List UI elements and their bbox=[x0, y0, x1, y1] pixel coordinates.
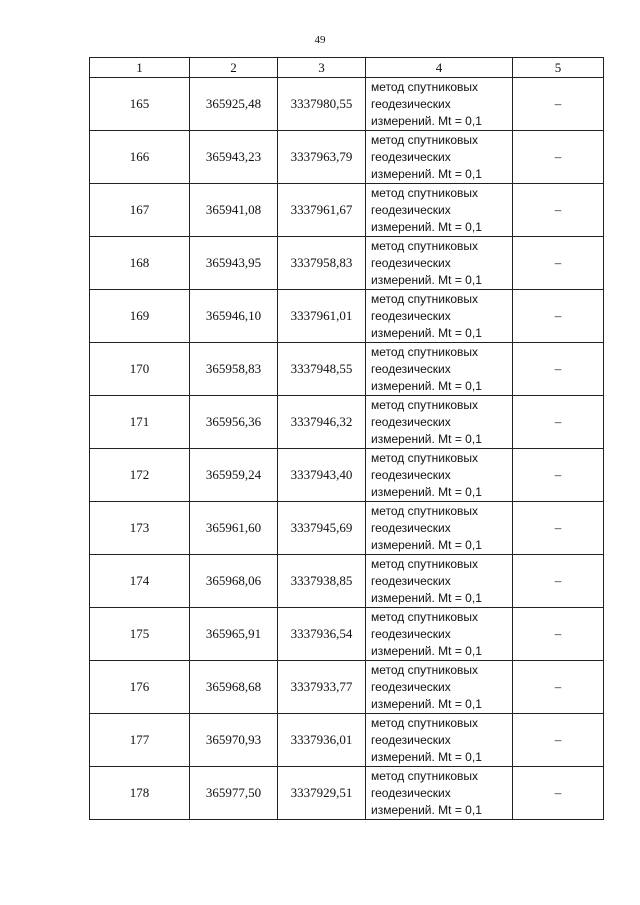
method-cell bbox=[366, 237, 513, 290]
point-number-cell: 172 bbox=[90, 449, 190, 502]
method-text-line: геодезических bbox=[371, 361, 451, 376]
table-row bbox=[90, 449, 604, 502]
method-text-line: геодезических bbox=[371, 96, 451, 111]
y-coordinate-cell: 3337980,55 bbox=[278, 78, 366, 131]
method-text-line: измерений. Mt = 0,1 bbox=[371, 325, 482, 340]
method-cell bbox=[366, 608, 513, 661]
point-number-cell: 169 bbox=[90, 290, 190, 343]
point-number-cell: 165 bbox=[90, 78, 190, 131]
method-cell bbox=[366, 502, 513, 555]
method-text-line: метод спутниковых bbox=[371, 291, 479, 306]
method-text-line: метод спутниковых bbox=[371, 662, 479, 677]
method-text-line: измерений. Mt = 0,1 bbox=[371, 272, 482, 287]
page-number: 49 bbox=[314, 34, 326, 46]
table-row bbox=[90, 237, 604, 290]
point-number-cell: 174 bbox=[90, 555, 190, 608]
table-row bbox=[90, 767, 604, 820]
table-row bbox=[90, 131, 604, 184]
point-number-cell: 166 bbox=[90, 131, 190, 184]
header-col-1: 1 bbox=[90, 58, 190, 78]
note-cell: – bbox=[513, 343, 604, 396]
y-coordinate-cell: 3337933,77 bbox=[278, 661, 366, 714]
method-text-line: геодезических bbox=[371, 308, 451, 323]
header-col-4: 4 bbox=[366, 58, 513, 78]
x-coordinate-cell: 365959,24 bbox=[190, 449, 278, 502]
table-row bbox=[90, 714, 604, 767]
x-coordinate-cell: 365958,83 bbox=[190, 343, 278, 396]
method-text-line: геодезических bbox=[371, 573, 451, 588]
method-text-line: измерений. Mt = 0,1 bbox=[371, 431, 482, 446]
y-coordinate-cell: 3337961,01 bbox=[278, 290, 366, 343]
method-cell bbox=[366, 555, 513, 608]
method-cell bbox=[366, 767, 513, 820]
x-coordinate-cell: 365970,93 bbox=[190, 714, 278, 767]
note-cell: – bbox=[513, 608, 604, 661]
method-text-line: геодезических bbox=[371, 520, 451, 535]
y-coordinate-cell: 3337958,83 bbox=[278, 237, 366, 290]
method-text-line: метод спутниковых bbox=[371, 79, 479, 94]
table-header bbox=[90, 58, 604, 78]
table-row bbox=[90, 78, 604, 131]
method-cell bbox=[366, 661, 513, 714]
x-coordinate-cell: 365925,48 bbox=[190, 78, 278, 131]
method-text-line: измерений. Mt = 0,1 bbox=[371, 749, 482, 764]
method-cell bbox=[366, 290, 513, 343]
point-number-cell: 167 bbox=[90, 184, 190, 237]
header-col-3: 3 bbox=[278, 58, 366, 78]
point-number-cell: 171 bbox=[90, 396, 190, 449]
method-text-line: измерений. Mt = 0,1 bbox=[371, 219, 482, 234]
table-row bbox=[90, 290, 604, 343]
note-cell: – bbox=[513, 661, 604, 714]
note-cell: – bbox=[513, 396, 604, 449]
y-coordinate-cell: 3337961,67 bbox=[278, 184, 366, 237]
table-row bbox=[90, 502, 604, 555]
x-coordinate-cell: 365943,23 bbox=[190, 131, 278, 184]
note-cell: – bbox=[513, 78, 604, 131]
y-coordinate-cell: 3337943,40 bbox=[278, 449, 366, 502]
method-text-line: геодезических bbox=[371, 679, 451, 694]
y-coordinate-cell: 3337938,85 bbox=[278, 555, 366, 608]
note-cell: – bbox=[513, 237, 604, 290]
point-number-cell: 168 bbox=[90, 237, 190, 290]
table-row bbox=[90, 608, 604, 661]
x-coordinate-cell: 365977,50 bbox=[190, 767, 278, 820]
method-text-line: метод спутниковых bbox=[371, 768, 479, 783]
point-number-cell: 175 bbox=[90, 608, 190, 661]
coordinates-table bbox=[89, 57, 604, 820]
note-cell: – bbox=[513, 449, 604, 502]
x-coordinate-cell: 365946,10 bbox=[190, 290, 278, 343]
y-coordinate-cell: 3337948,55 bbox=[278, 343, 366, 396]
method-text-line: геодезических bbox=[371, 202, 451, 217]
x-coordinate-cell: 365941,08 bbox=[190, 184, 278, 237]
method-text-line: метод спутниковых bbox=[371, 185, 479, 200]
point-number-cell: 177 bbox=[90, 714, 190, 767]
method-text-line: метод спутниковых bbox=[371, 238, 479, 253]
method-cell bbox=[366, 396, 513, 449]
method-cell bbox=[366, 184, 513, 237]
method-text-line: геодезических bbox=[371, 255, 451, 270]
point-number-cell: 170 bbox=[90, 343, 190, 396]
method-cell bbox=[366, 343, 513, 396]
x-coordinate-cell: 365943,95 bbox=[190, 237, 278, 290]
y-coordinate-cell: 3337945,69 bbox=[278, 502, 366, 555]
note-cell: – bbox=[513, 714, 604, 767]
table-body bbox=[90, 78, 604, 820]
method-text-line: геодезических bbox=[371, 467, 451, 482]
y-coordinate-cell: 3337929,51 bbox=[278, 767, 366, 820]
y-coordinate-cell: 3337946,32 bbox=[278, 396, 366, 449]
y-coordinate-cell: 3337936,01 bbox=[278, 714, 366, 767]
method-text-line: метод спутниковых bbox=[371, 715, 479, 730]
method-text-line: измерений. Mt = 0,1 bbox=[371, 484, 482, 499]
x-coordinate-cell: 365968,06 bbox=[190, 555, 278, 608]
method-text-line: метод спутниковых bbox=[371, 503, 479, 518]
header-row bbox=[90, 58, 604, 78]
header-col-5: 5 bbox=[513, 58, 604, 78]
method-cell bbox=[366, 449, 513, 502]
method-text-line: метод спутниковых bbox=[371, 609, 479, 624]
method-text-line: геодезических bbox=[371, 149, 451, 164]
y-coordinate-cell: 3337963,79 bbox=[278, 131, 366, 184]
point-number-cell: 178 bbox=[90, 767, 190, 820]
x-coordinate-cell: 365961,60 bbox=[190, 502, 278, 555]
table-row bbox=[90, 184, 604, 237]
method-text-line: геодезических bbox=[371, 414, 451, 429]
method-text-line: метод спутниковых bbox=[371, 556, 479, 571]
method-text-line: измерений. Mt = 0,1 bbox=[371, 696, 482, 711]
x-coordinate-cell: 365968,68 bbox=[190, 661, 278, 714]
method-text-line: измерений. Mt = 0,1 bbox=[371, 166, 482, 181]
table-row bbox=[90, 396, 604, 449]
point-number-cell: 176 bbox=[90, 661, 190, 714]
method-text-line: геодезических bbox=[371, 732, 451, 747]
method-text-line: измерений. Mt = 0,1 bbox=[371, 113, 482, 128]
method-text-line: метод спутниковых bbox=[371, 450, 479, 465]
method-text-line: измерений. Mt = 0,1 bbox=[371, 802, 482, 817]
method-text-line: измерений. Mt = 0,1 bbox=[371, 643, 482, 658]
method-text-line: геодезических bbox=[371, 626, 451, 641]
header-col-2: 2 bbox=[190, 58, 278, 78]
table-row bbox=[90, 661, 604, 714]
method-text-line: геодезических bbox=[371, 785, 451, 800]
method-cell bbox=[366, 131, 513, 184]
method-text-line: измерений. Mt = 0,1 bbox=[371, 378, 482, 393]
method-text-line: измерений. Mt = 0,1 bbox=[371, 590, 482, 605]
note-cell: – bbox=[513, 184, 604, 237]
note-cell: – bbox=[513, 555, 604, 608]
note-cell: – bbox=[513, 502, 604, 555]
method-text-line: метод спутниковых bbox=[371, 132, 479, 147]
method-text-line: метод спутниковых bbox=[371, 344, 479, 359]
note-cell: – bbox=[513, 767, 604, 820]
method-cell bbox=[366, 78, 513, 131]
table-row bbox=[90, 343, 604, 396]
y-coordinate-cell: 3337936,54 bbox=[278, 608, 366, 661]
table-row bbox=[90, 555, 604, 608]
method-cell bbox=[366, 714, 513, 767]
x-coordinate-cell: 365965,91 bbox=[190, 608, 278, 661]
point-number-cell: 173 bbox=[90, 502, 190, 555]
method-text-line: метод спутниковых bbox=[371, 397, 479, 412]
note-cell: – bbox=[513, 131, 604, 184]
note-cell: – bbox=[513, 290, 604, 343]
x-coordinate-cell: 365956,36 bbox=[190, 396, 278, 449]
method-text-line: измерений. Mt = 0,1 bbox=[371, 537, 482, 552]
